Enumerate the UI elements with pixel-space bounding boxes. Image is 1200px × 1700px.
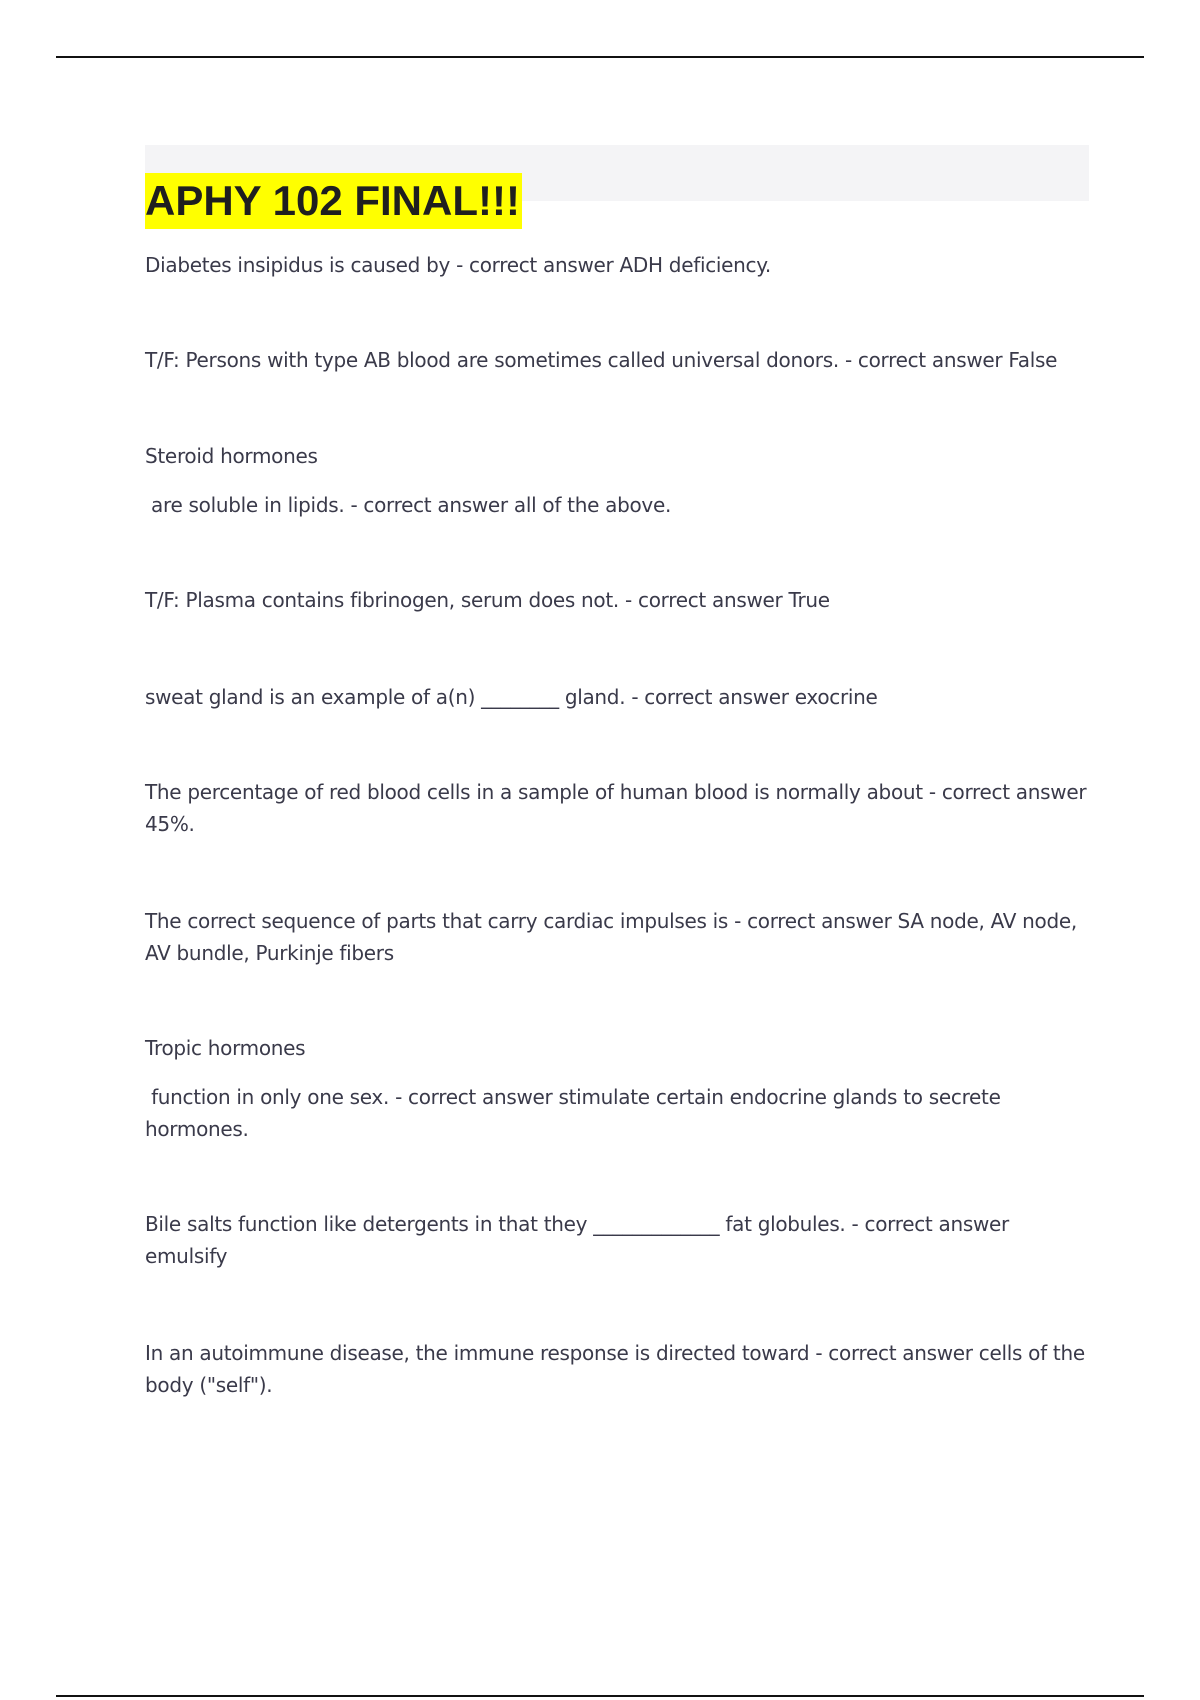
qa-item: Tropic hormones	[145, 1036, 306, 1060]
qa-item: T/F: Plasma contains fibrinogen, serum does not. - correct answer True	[145, 588, 830, 612]
qa-item: sweat gland is an example of a(n) ________ gland. - correct answer exocrine	[145, 685, 878, 709]
qa-item: The percentage of red blood cells in a sample of human blood is normally about - correct answer 45%.	[145, 780, 1087, 836]
qa-item: function in only one sex. - correct answer stimulate certain endocrine glands to secrete hormones.	[145, 1085, 1007, 1141]
qa-item: The correct sequence of parts that carry cardiac impulses is - correct answer SA node, AV node, AV bundle, Purkinje fibers	[145, 909, 1077, 965]
qa-item: In an autoimmune disease, the immune response is directed toward - correct answer cells of the body ("self").	[145, 1341, 1085, 1397]
qa-item: Diabetes insipidus is caused by - correct answer ADH deficiency.	[145, 253, 771, 277]
qa-item: Steroid hormones	[145, 444, 318, 468]
top-rule	[56, 56, 1144, 58]
qa-item: T/F: Persons with type AB blood are sometimes called universal donors. - correct answer False	[145, 348, 1058, 372]
qa-item: Bile salts function like detergents in that they _____________ fat globules. - correct answer emulsify	[145, 1212, 1009, 1268]
qa-item: are soluble in lipids. - correct answer all of the above.	[145, 493, 672, 517]
document-title: APHY 102 FINAL!!!	[145, 173, 522, 229]
bottom-rule	[56, 1695, 1144, 1697]
